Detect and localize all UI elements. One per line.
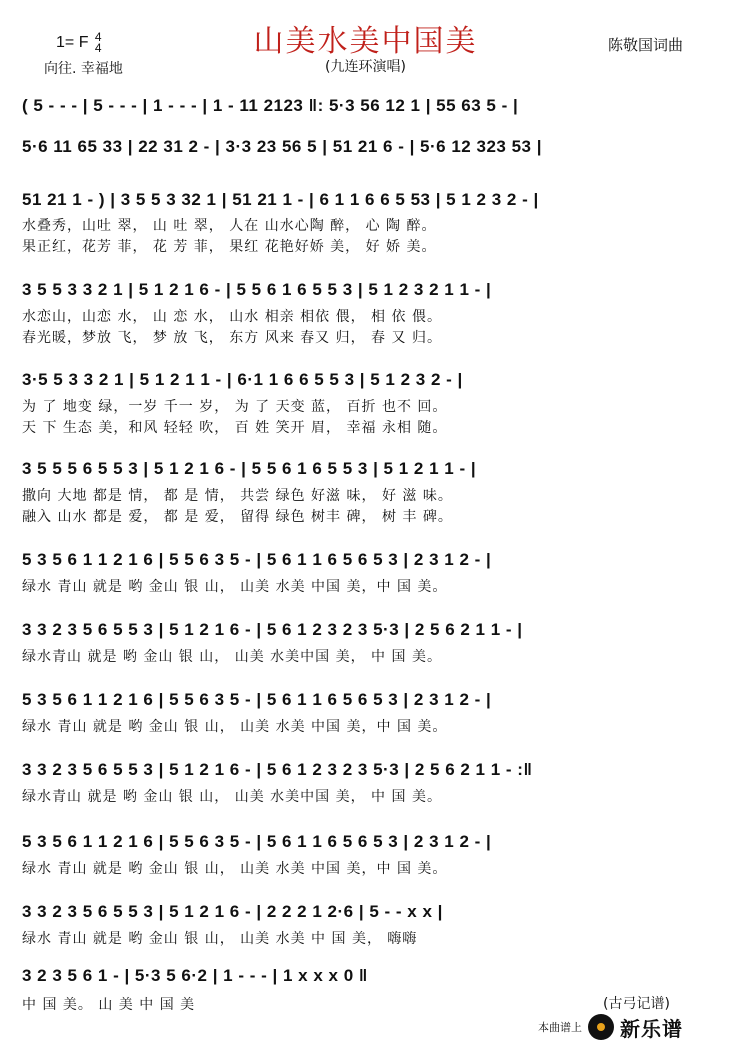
staff-line-12: 3 3 2 3 5 6 5 5 3 | 5 1 2 1 6 - | 2 2 2 1 2·6 | 5 - - x x | — [22, 902, 443, 921]
staff-line-6: 3 5 5 5 6 5 5 3 | 5 1 2 1 6 - | 5 5 6 1 6 5 5 3 | 5 1 2 1 1 - | — [22, 459, 477, 478]
lyric-line: 果正红，花芳 菲， 花 芳 菲， 果红 花艳好娇 美， 好 娇 美。 — [22, 239, 437, 254]
staff-line-5: 3·5 5 3 3 2 1 | 5 1 2 1 1 - | 6·1 1 6 6 5 5 3 | 5 1 2 3 2 - | — [22, 370, 463, 389]
time-signature — [95, 32, 102, 54]
lyric-line: 绿水 青山 就是 哟 金山 银 山， 山美 水美 中国 美，中 国 美。 — [22, 861, 448, 876]
key-signature — [56, 32, 102, 54]
lyric-line: 绿水青山 就是 哟 金山 银 山， 山美 水美中国 美， 中 国 美。 — [22, 649, 442, 664]
song-title: 山美水美中国美 — [253, 24, 478, 59]
composer-credit: 陈敬国词曲 — [607, 36, 683, 54]
lyric-line: 撒向 大地 都是 情， 都 是 情， 共尝 绿色 好滋 味， 好 滋 味。 — [22, 488, 453, 503]
staff-line-3: 51 21 1 - ) | 3 5 5 3 32 1 | 51 21 1 - | 6 1 1 6 6 5 53 | 5 1 2 3 2 - | — [22, 190, 539, 209]
time-bottom: 4 — [94, 41, 102, 55]
lyric-line: 绿水 青山 就是 哟 金山 银 山， 山美 水美 中国 美，中 国 美。 — [22, 719, 448, 734]
lyric-line: 为 了 地变 绿，一岁 千一 岁， 为 了 天变 蓝， 百折 也不 回。 — [22, 399, 448, 414]
lyric-line: 绿水 青山 就是 哟 金山 银 山， 山美 水美 中 国 美， 嗨嗨 — [22, 931, 418, 946]
lyric-line: 水叠秀，山吐 翠， 山 吐 翠， 人在 山水心陶 醉， 心 陶 醉。 — [22, 218, 437, 233]
performer-subtitle: (九连环演唱) — [325, 59, 406, 75]
expression-mark: 向往. 幸福地 — [44, 61, 123, 77]
staff-line-1: ( 5 - - - | 5 - - - | 1 - - - | 1 - 11 2123 ‖: 5·3 56 12 1 | 55 63 5 - | — [22, 96, 519, 115]
staff-line-4: 3 5 5 3 3 2 1 | 5 1 2 1 6 - | 5 5 6 1 6 5 5 3 | 5 1 2 3 2 1 1 - | — [22, 280, 492, 299]
site-prefix: 本曲谱上 — [538, 1021, 582, 1034]
staff-line-11: 5 3 5 6 1 1 2 1 6 | 5 5 6 3 5 - | 5 6 1 1 6 5 6 5 3 | 2 3 1 2 - | — [22, 832, 492, 851]
transcriber-credit: (古弓记谱) — [603, 996, 670, 1012]
lyric-line: 水恋山，山恋 水， 山 恋 水， 山水 相亲 相依 偎， 相 依 偎。 — [22, 309, 442, 324]
lyric-line: 绿水 青山 就是 哟 金山 银 山， 山美 水美 中国 美，中 国 美。 — [22, 579, 448, 594]
staff-line-8: 3 3 2 3 5 6 5 5 3 | 5 1 2 1 6 - | 5 6 1 2 3 2 3 5·3 | 2 5 6 2 1 1 - | — [22, 620, 523, 639]
site-name: 新乐谱 — [620, 1016, 683, 1041]
key-label: 1= F — [56, 34, 89, 52]
site-logo[interactable] — [538, 1012, 683, 1042]
staff-line-9: 5 3 5 6 1 1 2 1 6 | 5 5 6 3 5 - | 5 6 1 1 6 5 6 5 3 | 2 3 1 2 - | — [22, 690, 492, 709]
lyric-line: 融入 山水 都是 爱， 都 是 爱， 留得 绿色 树丰 碑， 树 丰 碑。 — [22, 509, 453, 524]
staff-line-10: 3 3 2 3 5 6 5 5 3 | 5 1 2 1 6 - | 5 6 1 2 3 2 3 5·3 | 2 5 6 2 1 1 - :‖ — [22, 760, 533, 779]
lyric-line: 绿水青山 就是 哟 金山 银 山， 山美 水美中国 美， 中 国 美。 — [22, 789, 442, 804]
lyric-line: 春光暖，梦放 飞， 梦 放 飞， 东方 风来 春又 归， 春 又 归。 — [22, 330, 442, 345]
staff-line-2: 5·6 11 65 33 | 22 31 2 - | 3·3 23 56 5 | 51 21 6 - | 5·6 12 323 53 | — [22, 137, 542, 156]
music-disc-icon — [588, 1014, 614, 1040]
staff-line-13: 3 2 3 5 6 1 - | 5·3 5 6·2 | 1 - - - | 1 x x x 0 ‖ — [22, 966, 368, 985]
time-top: 4 — [94, 30, 102, 44]
staff-line-7: 5 3 5 6 1 1 2 1 6 | 5 5 6 3 5 - | 5 6 1 1 6 5 6 5 3 | 2 3 1 2 - | — [22, 550, 492, 569]
lyric-line: 中 国 美。 山 美 中 国 美 — [22, 997, 196, 1012]
lyric-line: 天 下 生态 美，和风 轻轻 吹， 百 姓 笑开 眉， 幸福 永相 随。 — [22, 420, 448, 435]
